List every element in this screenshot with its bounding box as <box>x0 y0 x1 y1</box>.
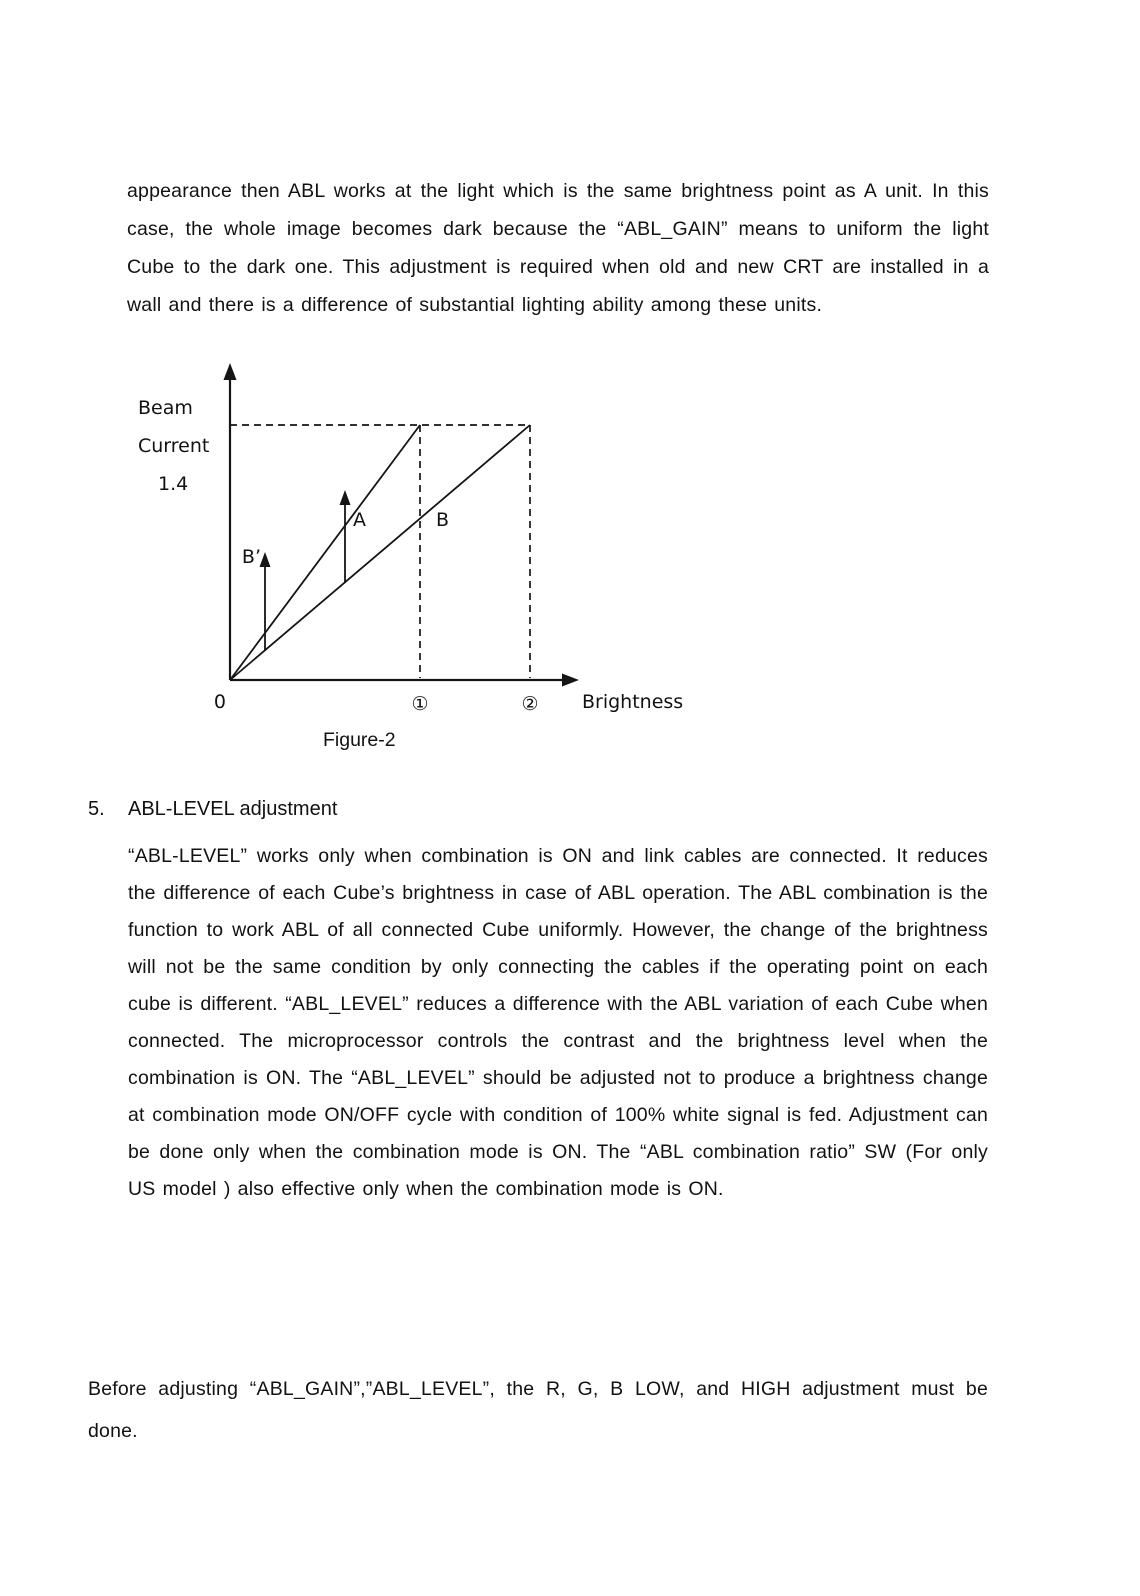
origin-label: 0 <box>213 691 226 713</box>
x-axis-label: Brightness <box>582 691 684 713</box>
point-a-label: A <box>353 509 366 531</box>
y-axis-label-line1: Beam <box>138 397 193 419</box>
closing-paragraph: Before adjusting “ABL_GAIN”,”ABL_LEVEL”, the R, G, B LOW, and HIGH adjustment must be done. <box>88 1378 988 1442</box>
section-5-body: “ABL-LEVEL” works only when combination is ON and link cables are connected. It reduces the difference of each Cube’s brightness in case of ABL operation. The ABL combination is the function to work ABL of all connected Cube uniformly. However, the change of the brightness will not be the same condition by only connecting the cables if the operating point on each cube is different. “ABL_LEVEL” reduces a difference with the ABL variation of each Cube when connected. The microprocessor controls the contrast and the brightness level when the combination is ON. The “ABL_LEVEL” should be adjusted not to produce a brightness change at combination mode ON/OFF cycle with condition of 100% white signal is fed. Adjustment can be done only when the combination mode is ON. The “ABL combination ratio” SW (For only US model ) also effective only when the combination mode is ON. <box>128 845 988 1200</box>
y-axis-value: 1.4 <box>158 473 189 495</box>
figure-2-graph <box>130 360 750 718</box>
a-arrowhead <box>340 490 351 505</box>
y-axis-label-line2: Current <box>138 435 210 457</box>
point-b-label: B <box>436 509 450 531</box>
section-5-title: ABL-LEVEL adjustment <box>128 798 338 820</box>
point-b-prime-label: B’ <box>241 546 261 568</box>
section-5-heading <box>88 798 337 821</box>
x-axis-arrowhead <box>562 674 579 687</box>
tick-2-label: ② <box>521 693 539 715</box>
figure-caption: Figure-2 <box>323 729 396 751</box>
section-5-number: 5. <box>88 798 105 820</box>
figure-2 <box>130 360 750 752</box>
y-axis-arrowhead <box>224 363 237 380</box>
b-prime-arrowhead <box>260 552 271 567</box>
curve-b-line <box>230 425 530 680</box>
tick-1-label: ① <box>411 693 429 715</box>
intro-paragraph: appearance then ABL works at the light which is the same brightness point as A unit. In this case, the whole image becomes dark because the “ABL_GAIN” means to uniform the light Cube to the dark one. This adjustment is required when old and new CRT are installed in a wall and there is a difference of substantial lighting ability among these units. <box>127 180 989 316</box>
